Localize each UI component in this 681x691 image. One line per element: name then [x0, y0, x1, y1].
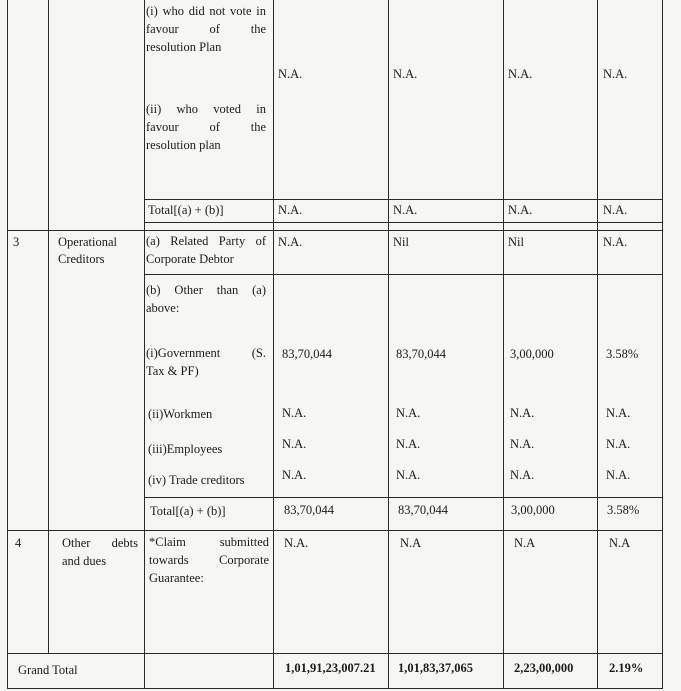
cell-value: N.A. [396, 468, 421, 482]
serial-number: 4 [15, 536, 22, 550]
cell-value: N.A. [510, 406, 535, 420]
cell-value: Nil [508, 235, 524, 249]
cell-value: 3,00,000 [511, 503, 555, 517]
cell-value: 3,00,000 [510, 347, 554, 361]
government-line1: (i)Government (S. [146, 346, 266, 360]
column-divider [48, 0, 49, 653]
other-than-line1: (b) Other than (a) [146, 283, 266, 297]
row-divider [144, 497, 663, 498]
cell-value: N.A. [278, 67, 303, 81]
dissent-part-i-line1: (i) who did not vote in [146, 4, 266, 18]
cell-value: N.A [609, 536, 631, 550]
cell-value: N.A. [603, 67, 628, 81]
cell-value: N.A. [606, 468, 631, 482]
claim-line1: *Claim submitted [149, 535, 269, 549]
category-line2: Creditors [58, 252, 105, 266]
related-party-line2: Corporate Debtor [146, 252, 234, 266]
cell-value: N.A [400, 536, 422, 550]
cell-value: N.A [514, 536, 536, 550]
cell-value: N.A. [396, 437, 421, 451]
row-divider [144, 222, 663, 223]
related-party-line1: (a) Related Party of [146, 234, 266, 248]
dissent-part-ii-line2: favour of the [146, 120, 266, 134]
dissent-part-i-line2: favour of the [146, 22, 266, 36]
cell-value: N.A. [606, 406, 631, 420]
row-divider [7, 530, 663, 531]
total-label: Total[(a) + (b)] [150, 504, 226, 518]
other-than-line2: above: [146, 301, 180, 315]
dissent-part-ii-line3: resolution plan [146, 138, 221, 152]
cell-value: 1,01,83,37,065 [398, 661, 473, 675]
row-divider [144, 274, 663, 275]
cell-value: N.A. [510, 468, 535, 482]
cell-value: N.A. [282, 468, 307, 482]
cell-value: 3.58% [606, 347, 639, 361]
dissent-part-i-line3: resolution Plan [146, 40, 222, 54]
government-line2: Tax & PF) [146, 364, 199, 378]
column-divider [662, 0, 663, 689]
column-divider [503, 0, 504, 689]
employees-label: (iii)Employees [148, 442, 223, 456]
cell-value: 83,70,044 [398, 503, 448, 517]
claim-line3: Guarantee: [149, 571, 204, 585]
column-divider [597, 0, 598, 689]
cell-value: N.A. [508, 203, 533, 217]
serial-number: 3 [13, 235, 20, 249]
column-divider [388, 0, 389, 689]
cell-value: N.A. [508, 67, 533, 81]
total-label: Total[(a) + (b)] [148, 203, 224, 217]
category-line1: Other debts [62, 536, 138, 550]
column-divider [7, 0, 8, 689]
row-divider [7, 653, 663, 654]
cell-value: N.A. [278, 235, 303, 249]
cell-value: N.A. [393, 67, 418, 81]
cell-value: 3.58% [607, 503, 640, 517]
claim-line2: towards Corporate [149, 553, 269, 567]
cell-value: N.A. [393, 203, 418, 217]
cell-value: 2.19% [609, 661, 644, 675]
column-divider [144, 0, 145, 689]
grand-total-label: Grand Total [18, 663, 78, 677]
cell-value: N.A. [282, 437, 307, 451]
row-divider [7, 230, 663, 231]
row-divider [7, 688, 663, 689]
cell-value: 2,23,00,000 [514, 661, 574, 675]
cell-value: 83,70,044 [396, 347, 446, 361]
cell-value: N.A. [510, 437, 535, 451]
cell-value: N.A. [282, 406, 307, 420]
cell-value: N.A. [603, 203, 628, 217]
cell-value: 83,70,044 [284, 503, 334, 517]
cell-value: N.A. [396, 406, 421, 420]
cell-value: 83,70,044 [282, 347, 332, 361]
row-divider [144, 199, 663, 200]
workmen-label: (ii)Workmen [148, 407, 213, 421]
cell-value: N.A. [603, 235, 628, 249]
cell-value: 1,01,91,23,007.21 [285, 661, 376, 675]
cell-value: Nil [393, 235, 409, 249]
category-line1: Operational [58, 235, 118, 249]
cell-value: N.A. [606, 437, 631, 451]
cell-value: N.A. [284, 536, 309, 550]
column-divider [273, 0, 274, 689]
trade-creditors-label: (iv) Trade creditors [148, 473, 245, 487]
dissent-part-ii-line1: (ii) who voted in [146, 102, 266, 116]
category-line2: and dues [62, 554, 107, 568]
cell-value: N.A. [278, 203, 303, 217]
